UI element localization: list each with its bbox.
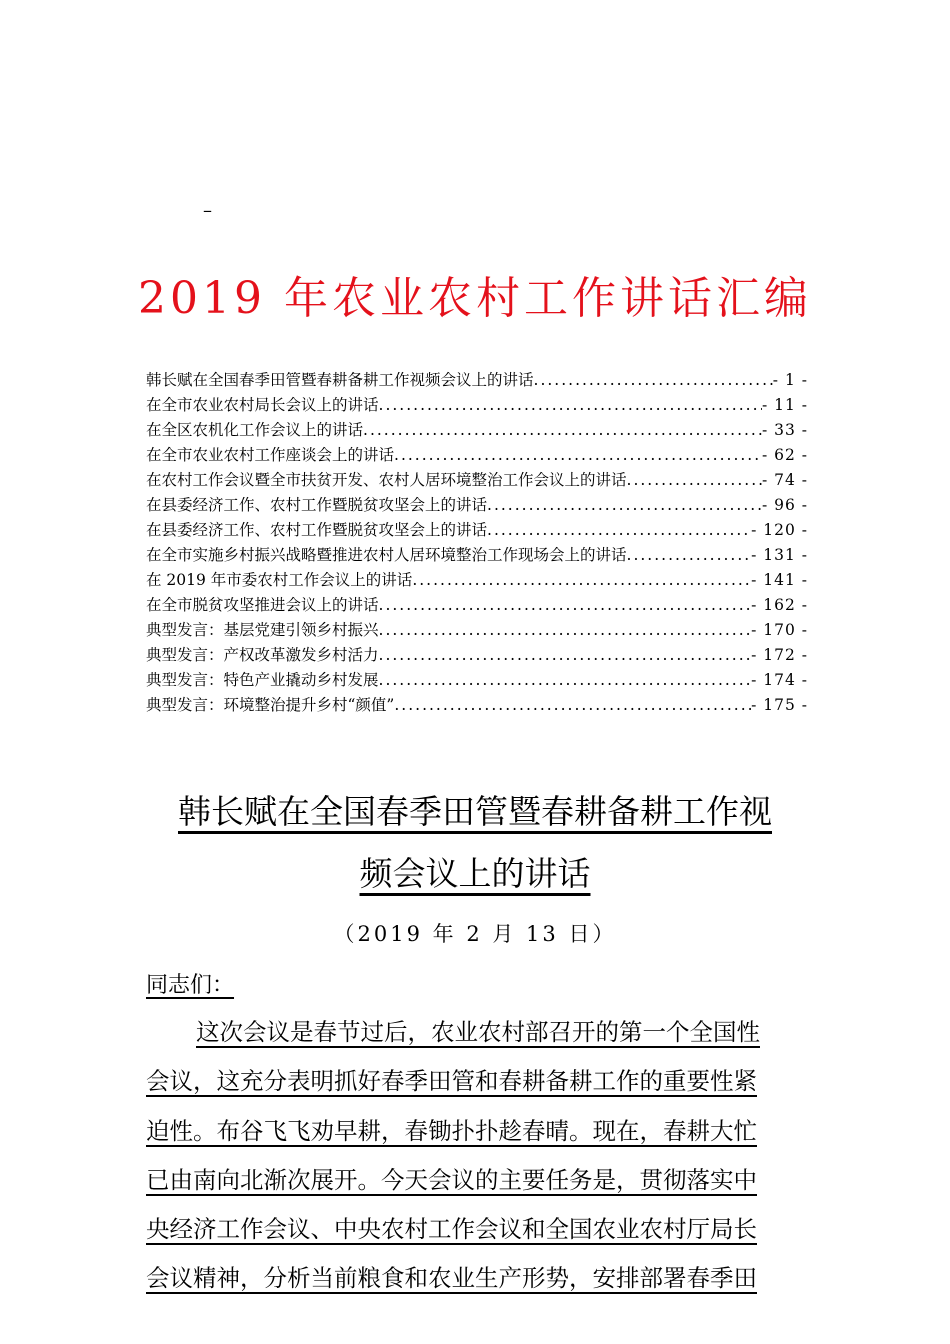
toc-entry[interactable] (146, 643, 808, 668)
toc-entry[interactable] (146, 518, 808, 543)
toc-leader-dots (487, 518, 751, 543)
toc-entry[interactable] (146, 668, 808, 693)
toc-entry-title: 在农村工作会议暨全市扶贫开发、农村人居环境整治工作会议上的讲话 (146, 471, 627, 489)
toc-entry-page: - 175 - (751, 696, 808, 714)
toc-leader-dots (363, 418, 762, 443)
toc-entry[interactable] (146, 368, 808, 393)
toc-entry-title: 在全市实施乡村振兴战略暨推进农村人居环境整治工作现场会上的讲话 (146, 546, 627, 564)
toc-entry-page: - 11 - (761, 396, 808, 414)
toc-entry-page: - 1 - (772, 371, 808, 389)
toc-entry-page: - 174 - (751, 671, 808, 689)
speech-date: （2019 年 2 月 13 日） (333, 922, 617, 946)
toc-entry[interactable] (146, 543, 808, 568)
toc-entry-page: - 172 - (751, 646, 808, 664)
toc-leader-dots (379, 643, 752, 668)
toc-entry-page: - 33 - (761, 421, 808, 439)
toc-entry[interactable] (146, 568, 808, 593)
toc-entry[interactable] (146, 593, 808, 618)
paragraph-line: 已由南向北渐次展开。今天会议的主要任务是，贯彻落实中 (146, 1165, 757, 1194)
toc-entry-page: - 131 - (751, 546, 808, 564)
toc-entry-title: 在全市农业农村工作座谈会上的讲话 (146, 446, 395, 464)
toc-entry-title: 典型发言：基层党建引领乡村振兴 (146, 621, 379, 639)
paragraph-line: 会议精神，分析当前粮食和农业生产形势，安排部署春季田 (146, 1264, 757, 1293)
toc-entry-page: - 170 - (751, 621, 808, 639)
toc-entry[interactable] (146, 493, 808, 518)
toc-entry-page: - 74 - (761, 471, 808, 489)
toc-entry-title: 在全市脱贫攻坚推进会议上的讲话 (146, 596, 379, 614)
speech-title-line-1: 韩长赋在全国春季田管暨春耕备耕工作视 (178, 792, 772, 831)
toc-entry[interactable] (146, 418, 808, 443)
speech-title-line-2: 频会议上的讲话 (359, 854, 591, 893)
toc-entry-title: 韩长赋在全国春季田管暨春耕备耕工作视频会议上的讲话 (146, 371, 534, 389)
toc-entry-title: 在县委经济工作、农村工作暨脱贫攻坚会上的讲话 (146, 521, 488, 539)
paragraph-line: 迫性。布谷飞飞劝早耕，春锄扑扑趁春晴。现在，春耕大忙 (146, 1116, 757, 1145)
toc-leader-dots (394, 693, 751, 718)
toc-entry-page: - 162 - (751, 596, 808, 614)
paragraph-line: 央经济工作会议、中央农村工作会议和全国农业农村厅局长 (146, 1215, 757, 1244)
toc-leader-dots (379, 593, 752, 618)
paragraph-line: 会议，这充分表明抓好春季田管和春耕备耕工作的重要性紧 (146, 1067, 757, 1096)
toc-entry[interactable] (146, 468, 808, 493)
toc-entry-page: - 120 - (751, 521, 808, 539)
toc-entry-title: 在全市农业农村局长会议上的讲话 (146, 396, 379, 414)
toc-leader-dots (379, 393, 762, 418)
header-dash: – (203, 200, 212, 221)
toc-entry-title: 典型发言：特色产业撬动乡村发展 (146, 671, 379, 689)
toc-leader-dots (379, 668, 752, 693)
toc-entry-title: 在全区农机化工作会议上的讲话 (146, 421, 364, 439)
toc-entry[interactable] (146, 443, 808, 468)
speech-paragraph (146, 1012, 788, 1308)
toc-entry[interactable] (146, 618, 808, 643)
paragraph-line: 这次会议是春节过后，农业农村部召开的第一个全国性 (196, 1018, 760, 1046)
toc-entry[interactable] (146, 693, 808, 718)
toc-entry-title: 典型发言：环境整治提升乡村“颜值” (146, 696, 395, 714)
greeting: 同志们： (146, 973, 235, 998)
toc-entry-page: - 141 - (751, 571, 808, 589)
toc-entry-title: 在县委经济工作、农村工作暨脱贫攻坚会上的讲话 (146, 496, 488, 514)
toc-leader-dots (627, 468, 762, 493)
toc-leader-dots (487, 493, 762, 518)
toc-leader-dots (627, 543, 752, 568)
toc-entry-title: 在 2019 年市委农村工作会议上的讲话 (146, 571, 413, 589)
toc-leader-dots (534, 368, 773, 393)
toc-leader-dots (412, 568, 751, 593)
toc-entry-page: - 62 - (761, 446, 808, 464)
table-of-contents (146, 368, 808, 718)
toc-entry-title: 典型发言：产权改革激发乡村活力 (146, 646, 379, 664)
toc-entry[interactable] (146, 393, 808, 418)
toc-entry-page: - 96 - (761, 496, 808, 514)
toc-leader-dots (394, 443, 762, 468)
toc-leader-dots (379, 618, 752, 643)
document-title: 2019 年农业农村工作讲话汇编 (138, 273, 812, 324)
